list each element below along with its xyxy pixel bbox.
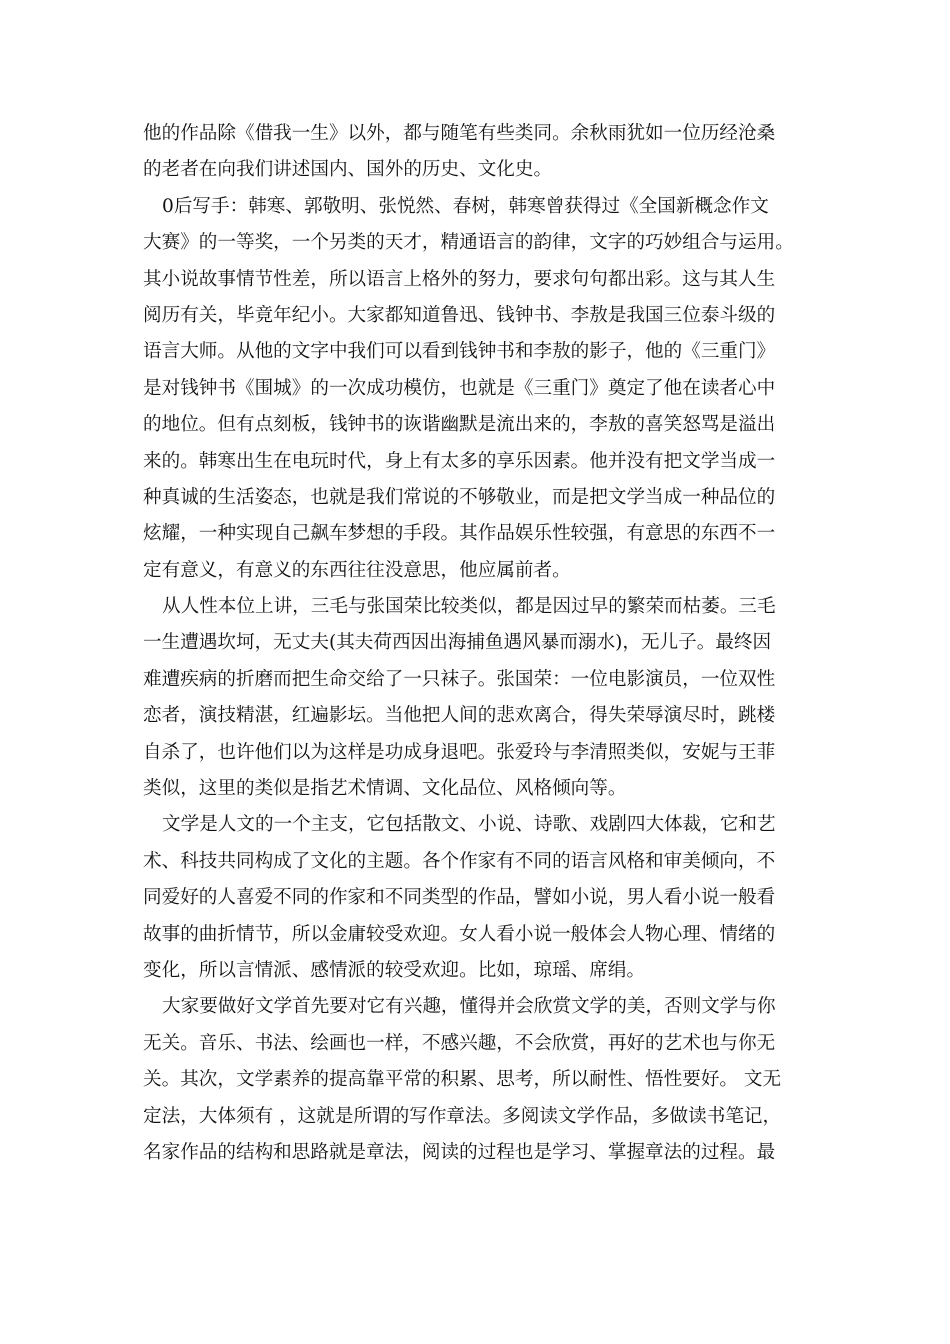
text-line: 炫耀，一种实现自己飙车梦想的手段。其作品娱乐性较强，有意思的东西不一 bbox=[143, 523, 776, 545]
text-line: 名家作品的结构和思路就是章法，阅读的过程也是学习、掌握章法的过程。最 bbox=[143, 1141, 776, 1163]
text-line: 阅历有关，毕竟年纪小。大家都知道鲁迅、钱钟书、李敖是我国三位泰斗级的 bbox=[143, 304, 776, 326]
text-line: 文学是人文的一个主支，它包括散文、小说、诗歌、戏剧四大体裁，它和艺 bbox=[162, 814, 776, 836]
document-body bbox=[143, 116, 808, 1171]
text-line: 自杀了，也许他们以为这样是功成身退吧。张爱玲与李清照类似，安妮与王菲 bbox=[143, 741, 776, 763]
text-line: 类似，这里的类似是指艺术情调、文化品位、风格倾向等。 bbox=[143, 778, 627, 800]
text-line: 变化，所以言情派、感情派的较受欢迎。比如，琼瑶、席绢。 bbox=[143, 959, 646, 981]
text-line: 无关。音乐、书法、绘画也一样，不感兴趣，不会欣赏，再好的艺术也与你无 bbox=[143, 1032, 776, 1054]
text-line: 的老者在向我们讲述国内、国外的历史、文化史。 bbox=[143, 159, 553, 181]
text-line: 是对钱钟书《围城》的一次成功模仿，也就是《三重门》奠定了他在读者心中 bbox=[143, 377, 776, 399]
text-line: 大家要做好文学首先要对它有兴趣，懂得并会欣赏文学的美，否则文学与你 bbox=[162, 996, 776, 1018]
text-line: 故事的曲折情节，所以金庸较受欢迎。女人看小说一般体会人物心理、情绪的 bbox=[143, 923, 776, 945]
text-line: 种真诚的生活姿态，也就是我们常说的不够敬业，而是把文学当成一种品位的 bbox=[143, 486, 776, 508]
text-line: 定法，大体须有 ，这就是所谓的写作章法。多阅读文学作品，多做读书笔记， bbox=[143, 1105, 782, 1127]
text-line: 同爱好的人喜爱不同的作家和不同类型的作品，譬如小说，男人看小说一般看 bbox=[143, 887, 776, 909]
paragraph-4 bbox=[143, 807, 808, 989]
text-line: 定有意义，有意义的东西往往没意思，他应属前者。 bbox=[143, 559, 571, 581]
paragraph-5 bbox=[143, 989, 808, 1171]
text-line: 大赛》的一等奖，一个另类的天才，精通语言的韵律，文字的巧妙组合与运用。 bbox=[143, 232, 794, 254]
paragraph-1 bbox=[143, 116, 808, 189]
text-line: 难遭疾病的折磨而把生命交给了一只袜子。张国荣：一位电影演员，一位双性 bbox=[143, 668, 776, 690]
paragraph-3 bbox=[143, 589, 808, 807]
text-line: 术、科技共同构成了文化的主题。各个作家有不同的语言风格和审美倾向，不 bbox=[143, 850, 776, 872]
text-line: 关。其次，文学素养的提高靠平常的积累、思考，所以耐性、悟性要好。 文无 bbox=[143, 1069, 782, 1091]
text-line: 0后写手：韩寒、郭敬明、张悦然、春树，韩寒曾获得过《全国新概念作文 bbox=[162, 195, 769, 217]
text-line: 来的。韩寒出生在电玩时代，身上有太多的享乐因素。他并没有把文学当成一 bbox=[143, 450, 776, 472]
text-line: 一生遭遇坎坷，无丈夫(其夫荷西因出海捕鱼遇风暴而溺水)，无儿子。最终因 bbox=[143, 632, 772, 654]
text-line: 语言大师。从他的文字中我们可以看到钱钟书和李敖的影子，他的《三重门》 bbox=[143, 341, 776, 363]
text-line: 他的作品除《借我一生》以外，都与随笔有些类同。余秋雨犹如一位历经沧桑 bbox=[143, 123, 776, 144]
paragraph-2 bbox=[143, 189, 808, 589]
text-line: 的地位。但有点刻板，钱钟书的诙谐幽默是流出来的，李敖的喜笑怒骂是溢出 bbox=[143, 414, 776, 436]
text-line: 从人性本位上讲，三毛与张国荣比较类似，都是因过早的繁荣而枯萎。三毛 bbox=[162, 596, 776, 618]
text-line: 其小说故事情节性差，所以语言上格外的努力，要求句句都出彩。这与其人生 bbox=[143, 268, 776, 290]
text-line: 恋者，演技精湛，红遍影坛。当他把人间的悲欢离合，得失荣辱演尽时，跳楼 bbox=[143, 705, 776, 727]
